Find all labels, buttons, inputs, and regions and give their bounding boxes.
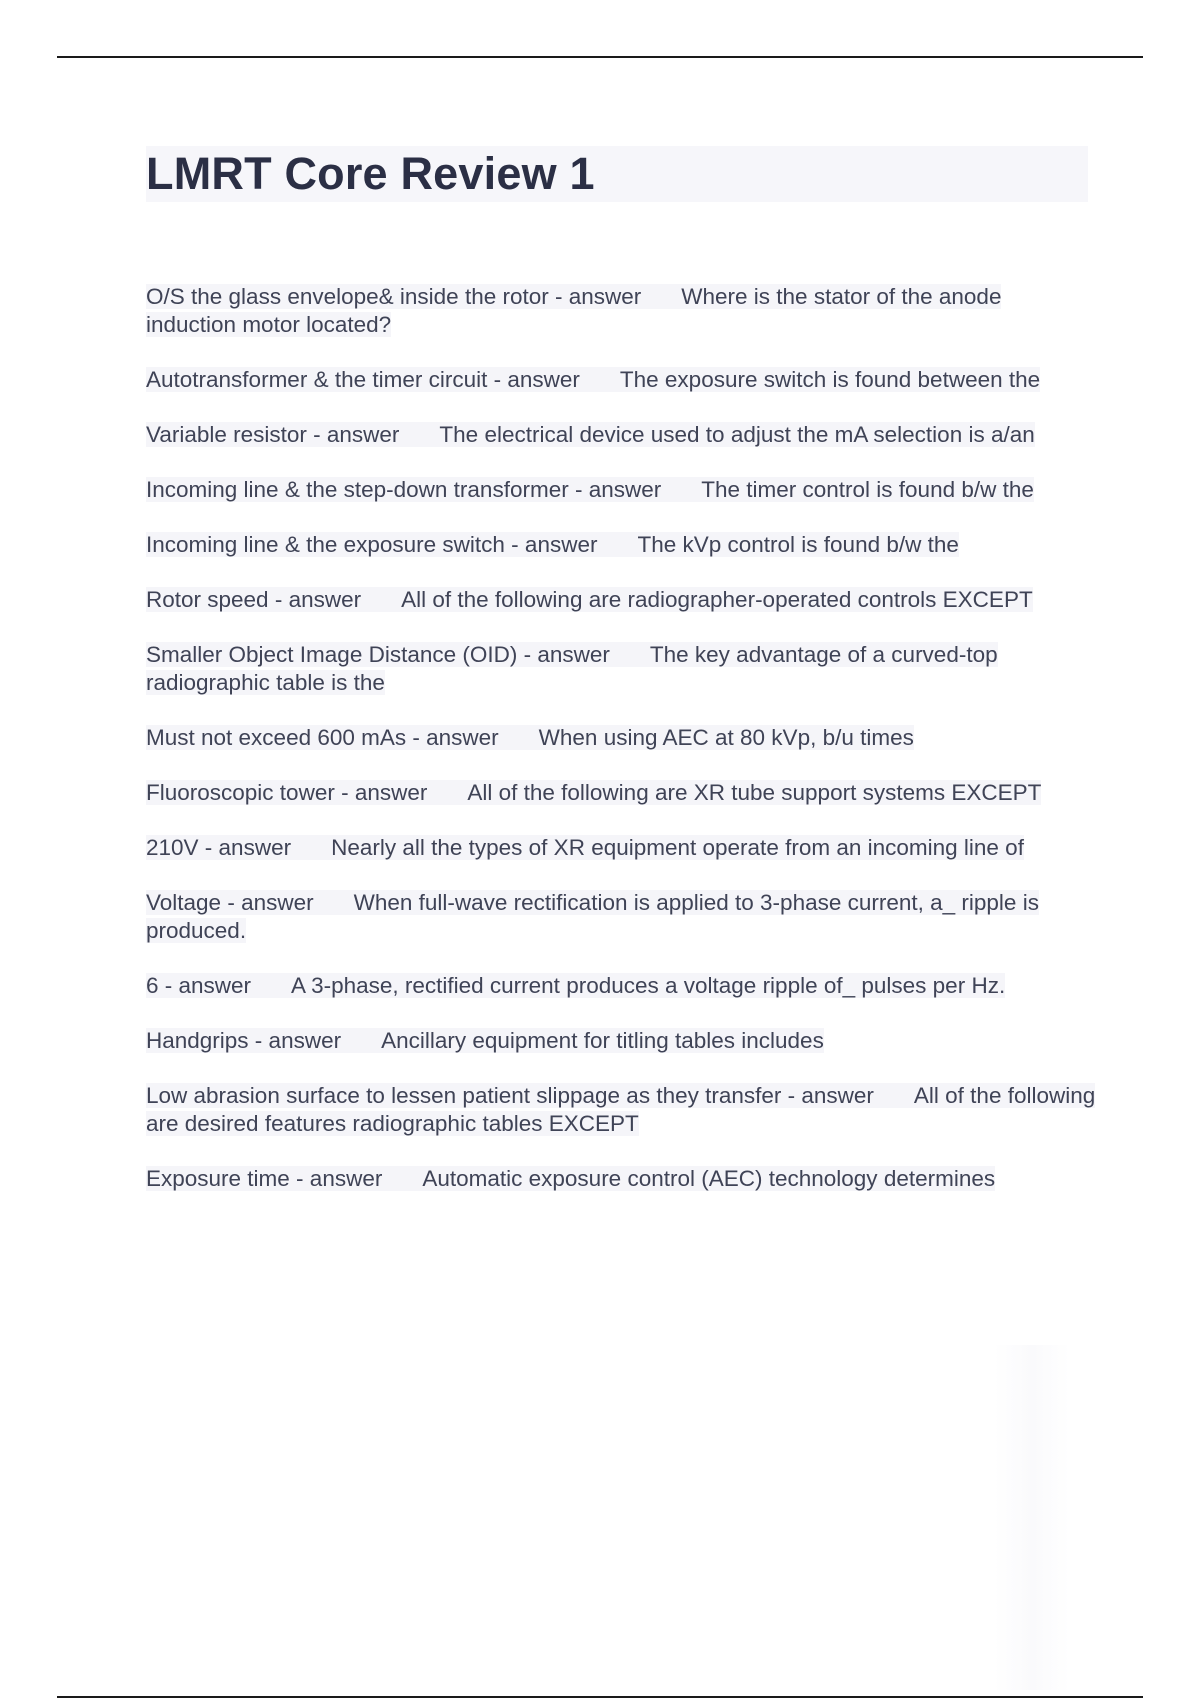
- qa-item: [146, 283, 1096, 339]
- qa-highlight: [146, 890, 1039, 943]
- qa-question: The electrical device used to adjust the mA selection is a/an: [439, 422, 1035, 447]
- qa-question: When full-wave rectification is applied to 3-phase current, a_ ripple is produced.: [146, 890, 1039, 943]
- qa-answer: Incoming line & the exposure switch - answer: [146, 532, 598, 557]
- qa-answer: Rotor speed - answer: [146, 587, 362, 612]
- qa-item: [146, 1082, 1096, 1138]
- qa-answer: Variable resistor - answer: [146, 422, 400, 447]
- page-title: LMRT Core Review 1: [146, 148, 595, 199]
- qa-answer: Smaller Object Image Distance (OID) - answer: [146, 642, 610, 667]
- qa-item: [146, 889, 1096, 945]
- qa-highlight: [146, 367, 1040, 392]
- qa-question: Where is the stator of the anode induction motor located?: [146, 284, 1002, 337]
- qa-highlight: [146, 642, 998, 695]
- qa-question: The exposure switch is found between the: [619, 367, 1041, 392]
- qa-list: [146, 283, 1096, 1220]
- qa-highlight: [146, 1166, 995, 1191]
- qa-answer: Autotransformer & the timer circuit - answer: [146, 367, 580, 392]
- qa-item: [146, 834, 1096, 862]
- qa-answer: O/S the glass envelope& inside the rotor - answer: [146, 284, 642, 309]
- qa-question: The kVp control is found b/w the: [637, 532, 959, 557]
- qa-item: [146, 531, 1096, 559]
- qa-highlight: [146, 422, 1035, 447]
- qa-item: [146, 586, 1096, 614]
- qa-highlight: [146, 477, 1034, 502]
- qa-item: [146, 724, 1096, 752]
- qa-item: [146, 421, 1096, 449]
- qa-answer: Handgrips - answer: [146, 1028, 342, 1053]
- qa-question: The key advantage of a curved-top radiographic table is the: [146, 642, 998, 695]
- qa-answer: Incoming line & the step-down transformer - answer: [146, 477, 662, 502]
- qa-item: [146, 1165, 1096, 1193]
- qa-answer: Low abrasion surface to lessen patient slippage as they transfer - answer: [146, 1083, 874, 1108]
- qa-answer: Must not exceed 600 mAs - answer: [146, 725, 499, 750]
- qa-question: Ancillary equipment for titling tables includes: [381, 1028, 824, 1053]
- qa-highlight: [146, 532, 959, 557]
- page-shade: [994, 1345, 1070, 1690]
- bottom-rule: [57, 1696, 1143, 1698]
- qa-item: [146, 641, 1096, 697]
- qa-question: All of the following are radiographer-operated controls EXCEPT: [401, 587, 1033, 612]
- qa-question: All of the following are XR tube support systems EXCEPT: [467, 780, 1042, 805]
- top-rule: [57, 56, 1143, 58]
- qa-highlight: [146, 835, 1024, 860]
- qa-highlight: [146, 284, 1001, 337]
- qa-item: [146, 1027, 1096, 1055]
- qa-question: All of the following are desired features radiographic tables EXCEPT: [146, 1083, 1096, 1136]
- qa-answer: Fluoroscopic tower - answer: [146, 780, 428, 805]
- qa-highlight: [146, 587, 1033, 612]
- qa-answer: Exposure time - answer: [146, 1166, 383, 1191]
- qa-item: [146, 972, 1096, 1000]
- qa-highlight: [146, 1028, 824, 1053]
- qa-answer: Voltage - answer: [146, 890, 314, 915]
- qa-question: The timer control is found b/w the: [701, 477, 1034, 502]
- qa-question: Automatic exposure control (AEC) technology determines: [422, 1166, 996, 1191]
- qa-item: [146, 366, 1096, 394]
- qa-highlight: [146, 725, 914, 750]
- qa-question: A 3-phase, rectified current produces a voltage ripple of_ pulses per Hz.: [291, 973, 1006, 998]
- qa-answer: 210V - answer: [146, 835, 292, 860]
- qa-question: Nearly all the types of XR equipment operate from an incoming line of: [331, 835, 1024, 860]
- qa-answer: 6 - answer: [146, 973, 252, 998]
- qa-item: [146, 779, 1096, 807]
- qa-item: [146, 476, 1096, 504]
- qa-highlight: [146, 780, 1041, 805]
- qa-highlight: [146, 973, 1005, 998]
- qa-highlight: [146, 1083, 1095, 1136]
- qa-question: When using AEC at 80 kVp, b/u times: [538, 725, 914, 750]
